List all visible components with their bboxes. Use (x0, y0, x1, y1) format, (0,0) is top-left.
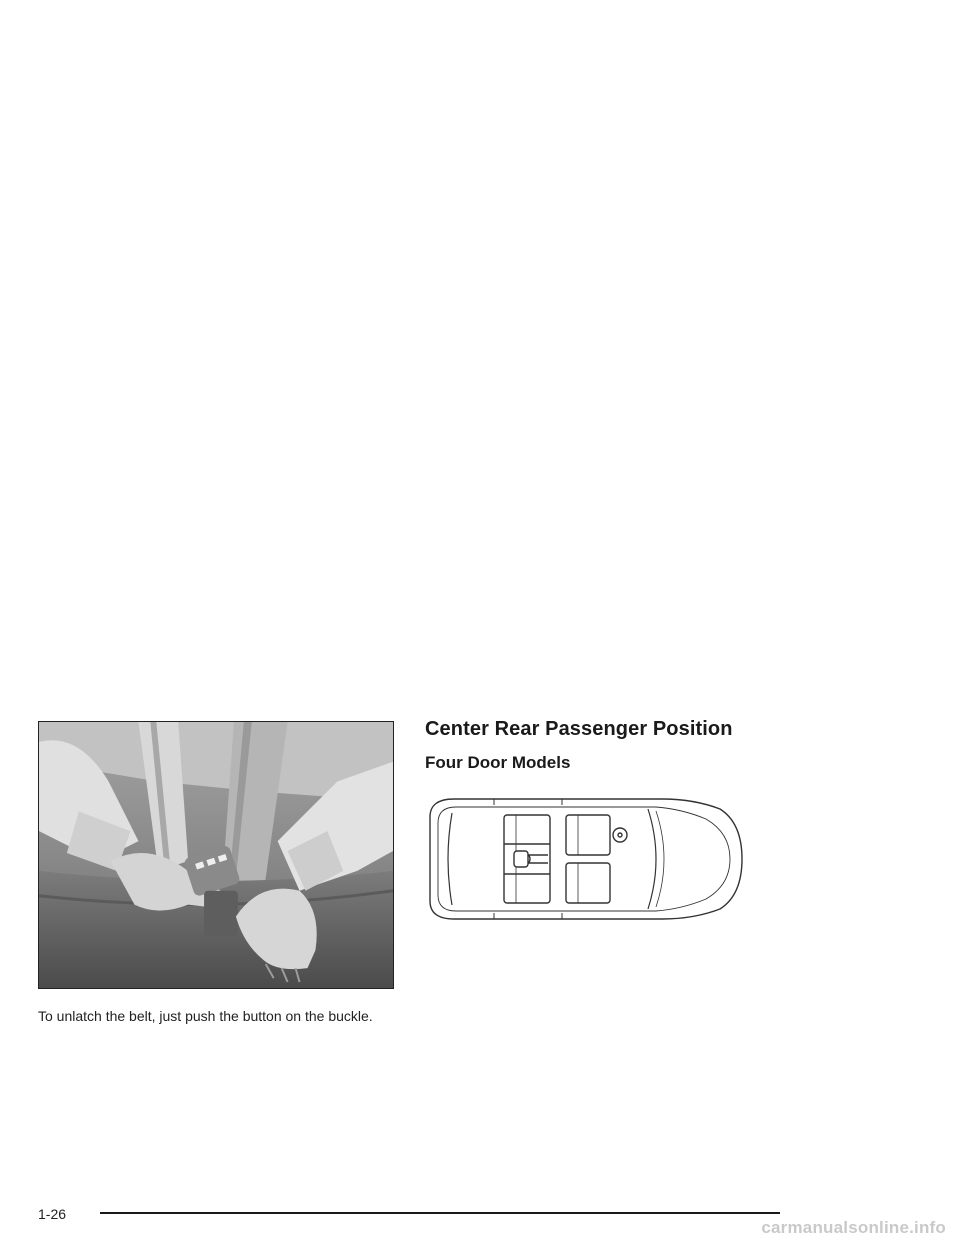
vehicle-seating-diagram (424, 795, 746, 923)
watermark: carmanualsonline.info (761, 1218, 946, 1237)
buckle-unlatch-photo (38, 721, 394, 989)
front-seat-driver (566, 815, 610, 855)
footer-rule (100, 1212, 780, 1214)
subsection-title: Four Door Models (425, 753, 571, 772)
front-seat-passenger (566, 863, 610, 903)
page-number: 1-26 (38, 1206, 67, 1222)
section-title: Center Rear Passenger Position (425, 718, 733, 740)
photo-caption: To unlatch the belt, just push the button on the buckle. (38, 1008, 373, 1024)
car-body-outline (430, 799, 742, 919)
steering-wheel (613, 828, 627, 842)
